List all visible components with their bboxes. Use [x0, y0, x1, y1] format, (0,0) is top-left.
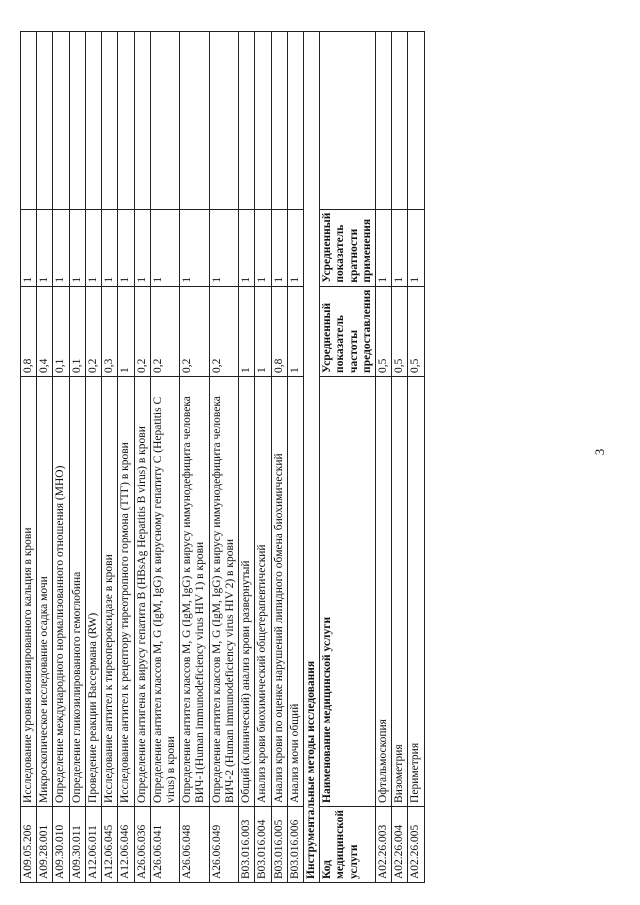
blank-cell: [408, 32, 424, 210]
frequency-value: 1: [118, 286, 134, 376]
multiplicity-value: 1: [53, 209, 69, 286]
frequency-value: 0,3: [102, 286, 118, 376]
multiplicity-value: 1: [209, 209, 238, 286]
service-name: Проведение реакции Вассермана (RW): [85, 376, 101, 806]
table-body-instrumental: [376, 32, 425, 883]
service-name: Микроскопическое исследование осадка мочи: [37, 376, 53, 806]
services-table: [20, 31, 425, 883]
frequency-value: 0,2: [209, 286, 238, 376]
multiplicity-value: 1: [102, 209, 118, 286]
blank-cell: [239, 32, 255, 210]
service-name: Исследование уровня ионизированного кальция в крови: [21, 376, 37, 806]
service-name: Исследование антител к тиреопероксидазе в крови: [102, 376, 118, 806]
blank-cell: [255, 32, 271, 210]
frequency-value: 0,5: [392, 286, 408, 376]
multiplicity-value: 1: [69, 209, 85, 286]
service-name: Офтальмоскопия: [376, 376, 392, 806]
multiplicity-value: 1: [376, 209, 392, 286]
blank-cell: [134, 32, 150, 210]
page-number: 3: [592, 448, 607, 456]
blank-cell: [69, 32, 85, 210]
table-row: [392, 32, 408, 883]
header-multiplicity: Усредненный показатель кратности применения: [320, 209, 376, 286]
service-name: Визометрия: [392, 376, 408, 806]
blank-cell: [287, 32, 303, 210]
multiplicity-value: 1: [21, 209, 37, 286]
service-code: A26.06.036: [134, 806, 150, 882]
service-name: Общий (клинический) анализ крови развернутый: [239, 376, 255, 806]
blank-cell: [392, 32, 408, 210]
frequency-value: 0,8: [271, 286, 287, 376]
service-code: B03.016.003: [239, 806, 255, 882]
service-name: Определение антител классов M, G (IgM, IgG) к вирусу иммунодефицита человека ВИЧ-2 (Human immunodeficiency virus HIV 2) в крови: [209, 376, 238, 806]
service-code: A26.06.049: [209, 806, 238, 882]
service-code: A02.26.005: [408, 806, 424, 882]
table-row: [150, 32, 179, 883]
service-name: Определение международного нормализованного отношения (МНО): [53, 376, 69, 806]
rotated-table-sheet: [20, 31, 580, 883]
service-name: Анализ мочи общий: [287, 376, 303, 806]
header-frequency: Усредненный показатель частоты предоставления: [320, 286, 376, 376]
multiplicity-value: 1: [408, 209, 424, 286]
blank-cell: [102, 32, 118, 210]
service-name: Определение антител классов M, G (IgM, IgG) к вирусному гепатиту C (Hepatitis C virus) в крови: [150, 376, 179, 806]
table-row: [21, 32, 37, 883]
header-name: Наименование медицинской услуги: [320, 376, 376, 806]
table-body-laboratory: [21, 32, 304, 883]
blank-cell: [85, 32, 101, 210]
blank-cell: [53, 32, 69, 210]
table-row: [37, 32, 53, 883]
multiplicity-value: 1: [150, 209, 179, 286]
multiplicity-value: 1: [239, 209, 255, 286]
frequency-value: 0,2: [85, 286, 101, 376]
service-code: A02.26.004: [392, 806, 408, 882]
blank-cell: [21, 32, 37, 210]
frequency-value: 1: [287, 286, 303, 376]
service-name: Периметрия: [408, 376, 424, 806]
header-row: [320, 32, 376, 883]
table-row: [255, 32, 271, 883]
section-row: [303, 32, 319, 883]
table-row: [102, 32, 118, 883]
multiplicity-value: 1: [134, 209, 150, 286]
service-name: Определение гликозилированного гемоглобина: [69, 376, 85, 806]
multiplicity-value: 1: [271, 209, 287, 286]
service-name: Определение антигена к вирусу гепатита B (HBsAg Hepatitis B virus) в крови: [134, 376, 150, 806]
table-row: [69, 32, 85, 883]
blank-cell: [376, 32, 392, 210]
multiplicity-value: 1: [37, 209, 53, 286]
frequency-value: 0,2: [150, 286, 179, 376]
multiplicity-value: 1: [85, 209, 101, 286]
blank-cell: [150, 32, 179, 210]
blank-cell: [271, 32, 287, 210]
blank-cell: [37, 32, 53, 210]
table-row: [180, 32, 209, 883]
blank-cell: [180, 32, 209, 210]
service-code: A26.06.048: [180, 806, 209, 882]
frequency-value: 0,2: [180, 286, 209, 376]
frequency-value: 0,5: [376, 286, 392, 376]
frequency-value: 1: [255, 286, 271, 376]
frequency-value: 0,2: [134, 286, 150, 376]
service-code: A09.30.010: [53, 806, 69, 882]
multiplicity-value: 1: [392, 209, 408, 286]
service-name: Анализ крови биохимический общетерапевтический: [255, 376, 271, 806]
table-row: [239, 32, 255, 883]
table-row: [118, 32, 134, 883]
service-name: Определение антител классов M, G (IgM, IgG) к вирусу иммунодефицита человека ВИЧ-1(Human immunodeficiency virus HIV 1) в крови: [180, 376, 209, 806]
service-name: Исследование антител к рецептору тиреотропного гормона (ТТГ) в крови: [118, 376, 134, 806]
frequency-value: 0,8: [21, 286, 37, 376]
frequency-value: 0,5: [408, 286, 424, 376]
service-code: A26.06.041: [150, 806, 179, 882]
service-code: A02.26.003: [376, 806, 392, 882]
service-code: B03.016.006: [287, 806, 303, 882]
service-name: Анализ крови по оценке нарушений липидного обмена биохимический: [271, 376, 287, 806]
section-title: Инструментальные методы исследования: [303, 32, 319, 883]
table-row: [209, 32, 238, 883]
blank-cell: [209, 32, 238, 210]
table-row: [287, 32, 303, 883]
multiplicity-value: 1: [287, 209, 303, 286]
table-section: [303, 32, 375, 883]
service-code: A12.06.045: [102, 806, 118, 882]
service-code: A12.06.011: [85, 806, 101, 882]
header-code: Код медицинской услуги: [320, 806, 376, 882]
frequency-value: 1: [239, 286, 255, 376]
service-code: A09.05.206: [21, 806, 37, 882]
service-code: A09.30.011: [69, 806, 85, 882]
multiplicity-value: 1: [180, 209, 209, 286]
multiplicity-value: 1: [118, 209, 134, 286]
table-row: [376, 32, 392, 883]
table-row: [85, 32, 101, 883]
service-code: A12.06.046: [118, 806, 134, 882]
table-row: [53, 32, 69, 883]
table-row: [134, 32, 150, 883]
frequency-value: 0,1: [53, 286, 69, 376]
table-row: [271, 32, 287, 883]
header-blank: [320, 32, 376, 210]
multiplicity-value: 1: [255, 209, 271, 286]
service-code: B03.016.005: [271, 806, 287, 882]
frequency-value: 0,1: [69, 286, 85, 376]
blank-cell: [118, 32, 134, 210]
service-code: B03.016.004: [255, 806, 271, 882]
service-code: A09.28.001: [37, 806, 53, 882]
table-row: [408, 32, 424, 883]
frequency-value: 0,4: [37, 286, 53, 376]
